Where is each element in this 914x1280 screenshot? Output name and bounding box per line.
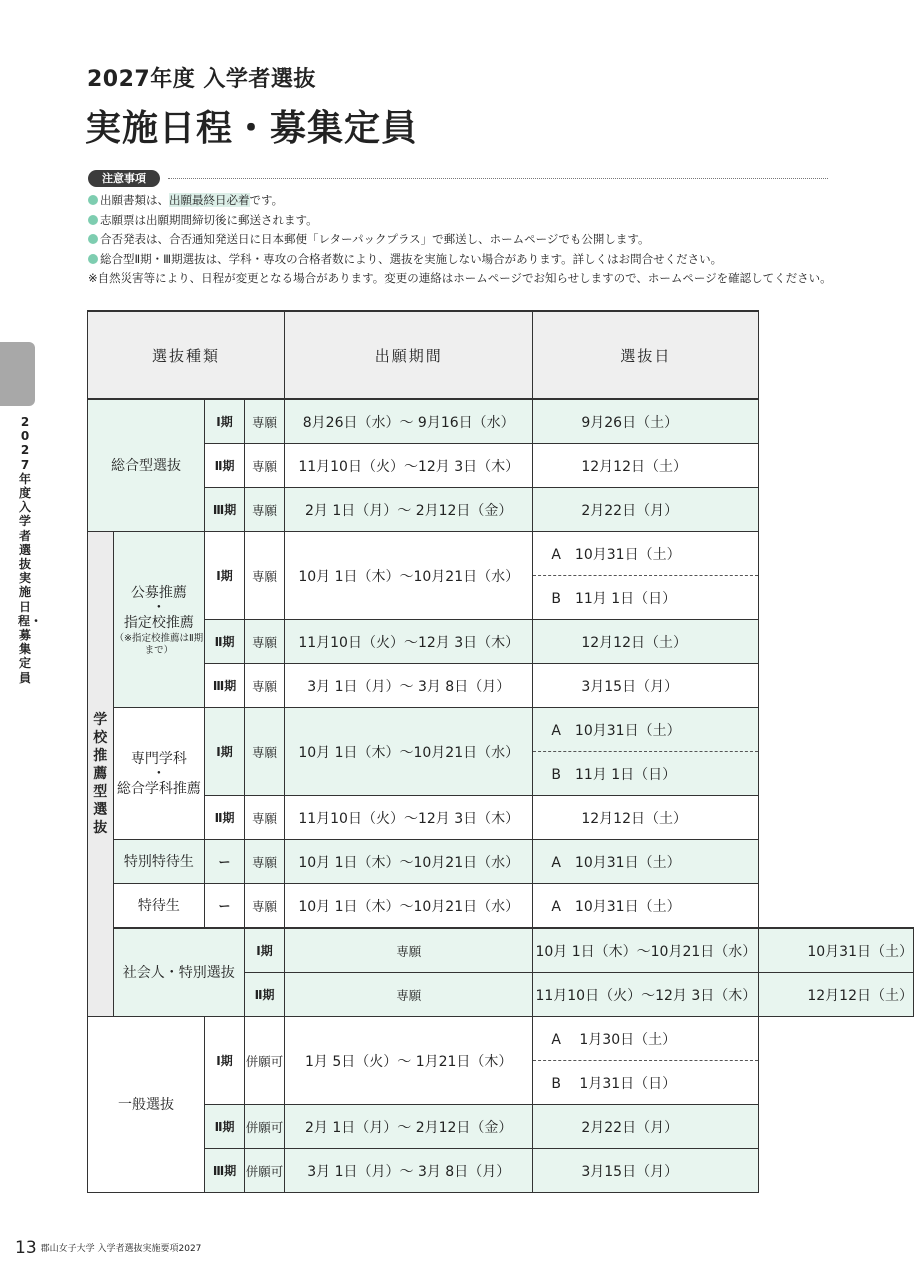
date-cell: A 1月30日（土） B 1月31日（日）: [533, 1017, 759, 1105]
table-row: [88, 840, 914, 884]
table-row: [88, 1105, 914, 1149]
side-label: 2027年度 入学者選抜実施日程・募集定員: [18, 415, 43, 685]
term-cell: Ⅱ期: [205, 620, 245, 664]
page-subtitle: 2027年度 入学者選抜: [87, 67, 316, 92]
kind-cell: 併願可: [244, 1149, 284, 1193]
period-cell: 3月 1日（月）～ 3月 8日（月）: [285, 664, 533, 708]
notice-item: 志願票は出願期間締切後に郵送されます。: [88, 211, 832, 231]
table-row: [88, 884, 914, 929]
period-cell: 3月 1日（月）～ 3月 8日（月）: [285, 1149, 533, 1193]
date-cell: A 10月31日（土）: [533, 840, 759, 884]
term-cell: ー: [205, 884, 245, 929]
period-cell: 10月 1日（木）～10月21日（水）: [533, 928, 759, 973]
notice-item: 出願書類は、出願最終日必着です。: [88, 191, 832, 211]
table-row: [88, 488, 914, 532]
term-cell: Ⅱ期: [205, 444, 245, 488]
period-cell: 10月 1日（木）～10月21日（水）: [285, 532, 533, 620]
term-cell: Ⅲ期: [205, 1149, 245, 1193]
date-cell: 2月22日（月）: [533, 488, 759, 532]
term-cell: Ⅰ期: [205, 708, 245, 796]
table-row: [88, 399, 914, 444]
kind-cell: 専願: [285, 928, 533, 973]
kind-cell: 専願: [244, 620, 284, 664]
term-cell: Ⅲ期: [205, 488, 245, 532]
notice-list: [88, 191, 832, 289]
term-cell: Ⅲ期: [205, 664, 245, 708]
category-shakai: 社会人・特別選抜: [113, 928, 244, 1017]
page-title: 実施日程・募集定員: [85, 108, 419, 149]
kind-cell: 専願: [244, 399, 284, 444]
table-row: [88, 444, 914, 488]
subcategory-koubo: 公募推薦 ・ 指定校推薦 （※指定校推薦はⅡ期まで）: [113, 532, 204, 708]
kind-cell: 併願可: [244, 1105, 284, 1149]
page-number: 13: [15, 1238, 37, 1258]
period-cell: 1月 5日（火）～ 1月21日（木）: [285, 1017, 533, 1105]
date-cell: A 10月31日（土） B 11月 1日（日）: [533, 708, 759, 796]
kind-cell: 専願: [244, 664, 284, 708]
kind-cell: 専願: [244, 708, 284, 796]
table-row: [88, 796, 914, 840]
notice-remark: ※自然災害等により、日程が変更となる場合があります。変更の連絡はホームページでお知らせしますので、ホームページを確認してください。: [88, 271, 832, 286]
category-ippan: 一般選抜: [88, 1017, 205, 1193]
period-cell: 11月10日（火）～12月 3日（木）: [285, 620, 533, 664]
term-cell: Ⅰ期: [205, 1017, 245, 1105]
date-cell: 12月12日（土）: [759, 973, 914, 1017]
notice-item: 総合型Ⅱ期・Ⅲ期選抜は、学科・専攻の合格者数により、選抜を実施しない場合があります。詳しくはお問合せください。: [88, 250, 832, 270]
period-cell: 11月10日（火）～12月 3日（木）: [533, 973, 759, 1017]
bullet-dot-icon: [88, 215, 98, 225]
term-cell: Ⅱ期: [244, 973, 284, 1017]
term-cell: Ⅱ期: [205, 1105, 245, 1149]
period-cell: 2月 1日（月）～ 2月12日（金）: [285, 1105, 533, 1149]
bullet-dot-icon: [88, 195, 98, 205]
notice-divider: [168, 178, 828, 179]
kind-cell: 専願: [244, 796, 284, 840]
date-cell: 3月15日（月）: [533, 664, 759, 708]
table-header-row: [88, 311, 914, 399]
subcategory-tokutai: 特待生: [113, 884, 204, 929]
header-type: 選抜種類: [88, 311, 285, 399]
term-cell: Ⅰ期: [205, 399, 245, 444]
date-cell: 10月31日（土）: [759, 928, 914, 973]
kind-cell: 専願: [244, 884, 284, 929]
date-cell: 3月15日（月）: [533, 1149, 759, 1193]
kind-cell: 専願: [244, 444, 284, 488]
table-row: [88, 1149, 914, 1193]
schedule-table: [87, 310, 914, 1193]
date-cell: 9月26日（土）: [533, 399, 759, 444]
table-row: [88, 1017, 914, 1105]
period-cell: 10月 1日（木）～10月21日（水）: [285, 840, 533, 884]
notice-badge: 注意事項: [88, 170, 160, 187]
table-row: [88, 708, 914, 796]
subcategory-tokubetsu: 特別特待生: [113, 840, 204, 884]
notice-highlight: 出願最終日必着: [169, 193, 250, 207]
date-cell: 12月12日（土）: [533, 796, 759, 840]
date-cell: 12月12日（土）: [533, 444, 759, 488]
subcategory-senmon: 専門学科 ・ 総合学科推薦: [113, 708, 204, 840]
period-cell: 10月 1日（木）～10月21日（水）: [285, 708, 533, 796]
date-cell: A 10月31日（土） B 11月 1日（日）: [533, 532, 759, 620]
kind-cell: 専願: [244, 840, 284, 884]
kind-cell: 専願: [244, 488, 284, 532]
period-cell: 10月 1日（木）～10月21日（水）: [285, 884, 533, 929]
table-row: [88, 620, 914, 664]
page-footer: [15, 1238, 201, 1258]
date-cell: A 10月31日（土）: [533, 884, 759, 929]
notice-item: 合否発表は、合否通知発送日に日本郵便「レターパックプラス」で郵送し、ホームページでも公開します。: [88, 230, 832, 250]
header-date: 選抜日: [533, 311, 759, 399]
kind-cell: 併願可: [244, 1017, 284, 1105]
term-cell: Ⅱ期: [205, 796, 245, 840]
date-cell: 2月22日（月）: [533, 1105, 759, 1149]
period-cell: 11月10日（火）～12月 3日（木）: [285, 796, 533, 840]
period-cell: 8月26日（水）～ 9月16日（水）: [285, 399, 533, 444]
bullet-dot-icon: [88, 254, 98, 264]
period-cell: 2月 1日（月）～ 2月12日（金）: [285, 488, 533, 532]
term-cell: ー: [205, 840, 245, 884]
footer-text: 郡山女子大学 入学者選抜実施要項2027: [40, 1244, 202, 1254]
category-gakko: 学校推薦型選抜: [88, 532, 114, 1017]
kind-cell: 専願: [244, 532, 284, 620]
side-tab: [0, 342, 35, 406]
kind-cell: 専願: [285, 973, 533, 1017]
table-row: [88, 664, 914, 708]
header-period: 出願期間: [285, 311, 533, 399]
bullet-dot-icon: [88, 234, 98, 244]
term-cell: Ⅰ期: [205, 532, 245, 620]
table-row: [88, 532, 914, 620]
term-cell: Ⅰ期: [244, 928, 284, 973]
category-sogo: 総合型選抜: [88, 399, 205, 532]
table-row: [88, 928, 914, 973]
date-cell: 12月12日（土）: [533, 620, 759, 664]
period-cell: 11月10日（火）～12月 3日（木）: [285, 444, 533, 488]
